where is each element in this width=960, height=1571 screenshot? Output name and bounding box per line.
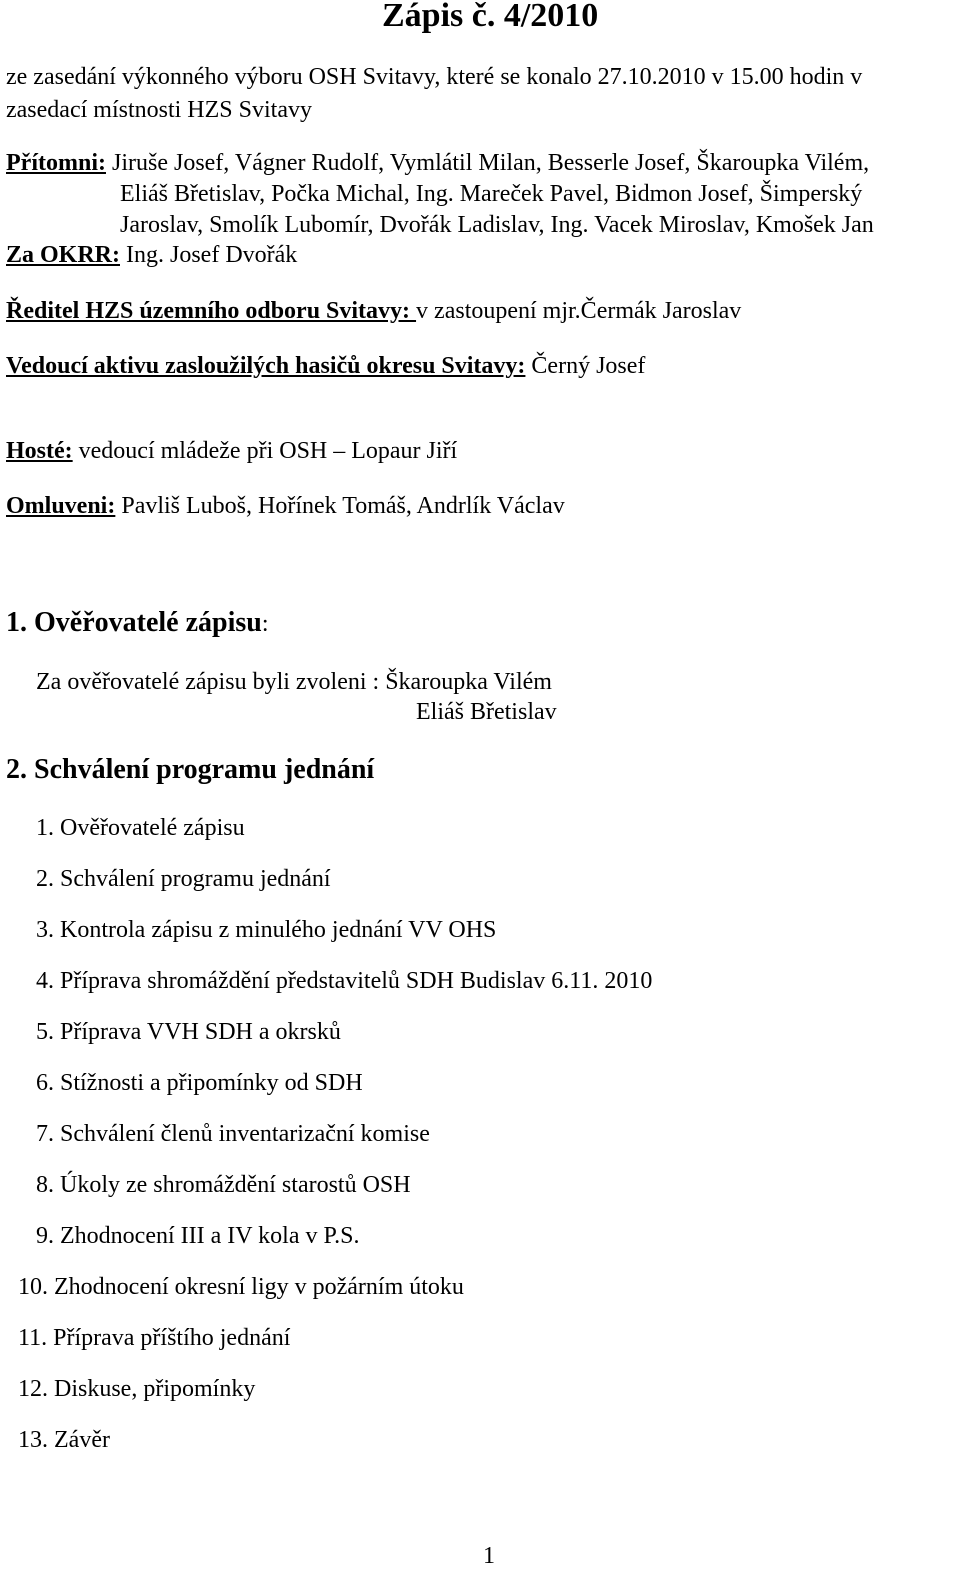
guests-value: vedoucí mládeže při OSH – Lopaur Jiří [72,438,458,464]
agenda-item: 1. Ověřovatelé zápisu [36,815,245,841]
present-row [6,148,869,178]
agenda-item: 9. Zhodnocení III a IV kola v P.S. [36,1223,360,1249]
section-1-heading-colon: : [261,611,269,637]
excused-row [6,491,565,521]
veterans-label: Vedoucí aktivu zasloužilých hasičů okresu Svitavy: [6,353,526,379]
agenda-item: 10. Zhodnocení okresní ligy v požárním útoku [18,1274,464,1300]
guests-row [6,436,457,466]
agenda-item: 11. Příprava příštího jednání [18,1325,291,1351]
director-row [6,296,741,326]
agenda-item: 3. Kontrola zápisu z minulého jednání VV OHS [36,917,497,943]
page-number: 1 [483,1543,495,1569]
intro-line-1: ze zasedání výkonného výboru OSH Svitavy, které se konalo 27.10.2010 v 15.00 hodin v [6,64,863,90]
okrr-label: Za OKRR: [6,242,120,268]
agenda-item: 4. Příprava shromáždění představitelů SDH Budislav 6.11. 2010 [36,968,653,994]
present-label: Přítomni: [6,150,106,176]
veterans-value: Černý Josef [525,353,646,379]
agenda-item: 13. Závěr [18,1427,110,1453]
guests-label: Hosté: [6,438,73,464]
director-label: Ředitel HZS územního odboru Svitavy: [6,298,417,324]
present-line-3: Jaroslav, Smolík Lubomír, Dvořák Ladislav, Ing. Vacek Miroslav, Kmošek Jan [120,212,874,238]
section-1-heading [6,606,269,640]
agenda-item: 7. Schválení členů inventarizační komise [36,1121,430,1147]
present-line-2: Eliáš Břetislav, Počka Michal, Ing. Mareček Pavel, Bidmon Josef, Šimperský [120,181,863,207]
agenda-item: 6. Stížnosti a připomínky od SDH [36,1070,363,1096]
agenda-item: 2. Schválení programu jednání [36,866,331,892]
document-title: Zápis č. 4/2010 [382,0,599,34]
verifier-second-name: Eliáš Břetislav [416,699,557,725]
okrr-row [6,240,297,270]
okrr-value: Ing. Josef Dvořák [120,242,298,268]
section-1-heading-text: 1. Ověřovatelé zápisu [6,607,262,638]
present-line-1: Jiruše Josef, Vágner Rudolf, Vymlátil Milan, Besserle Josef, Škaroupka Vilém, [105,150,870,176]
agenda-item: 5. Příprava VVH SDH a okrsků [36,1019,341,1045]
excused-value: Pavliš Luboš, Hořínek Tomáš, Andrlík Václav [115,493,565,519]
intro-line-2: zasedací místnosti HZS Svitavy [6,97,312,123]
excused-label: Omluveni: [6,493,116,519]
section-2-heading: 2. Schválení programu jednání [6,754,375,785]
director-value: v zastoupení mjr.Čermák Jaroslav [416,298,742,324]
veterans-row [6,351,645,381]
agenda-item: 12. Diskuse, připomínky [18,1376,256,1402]
verifiers-text: Za ověřovatelé zápisu byli zvoleni : Škaroupka Vilém [36,669,552,695]
agenda-item: 8. Úkoly ze shromáždění starostů OSH [36,1172,411,1198]
